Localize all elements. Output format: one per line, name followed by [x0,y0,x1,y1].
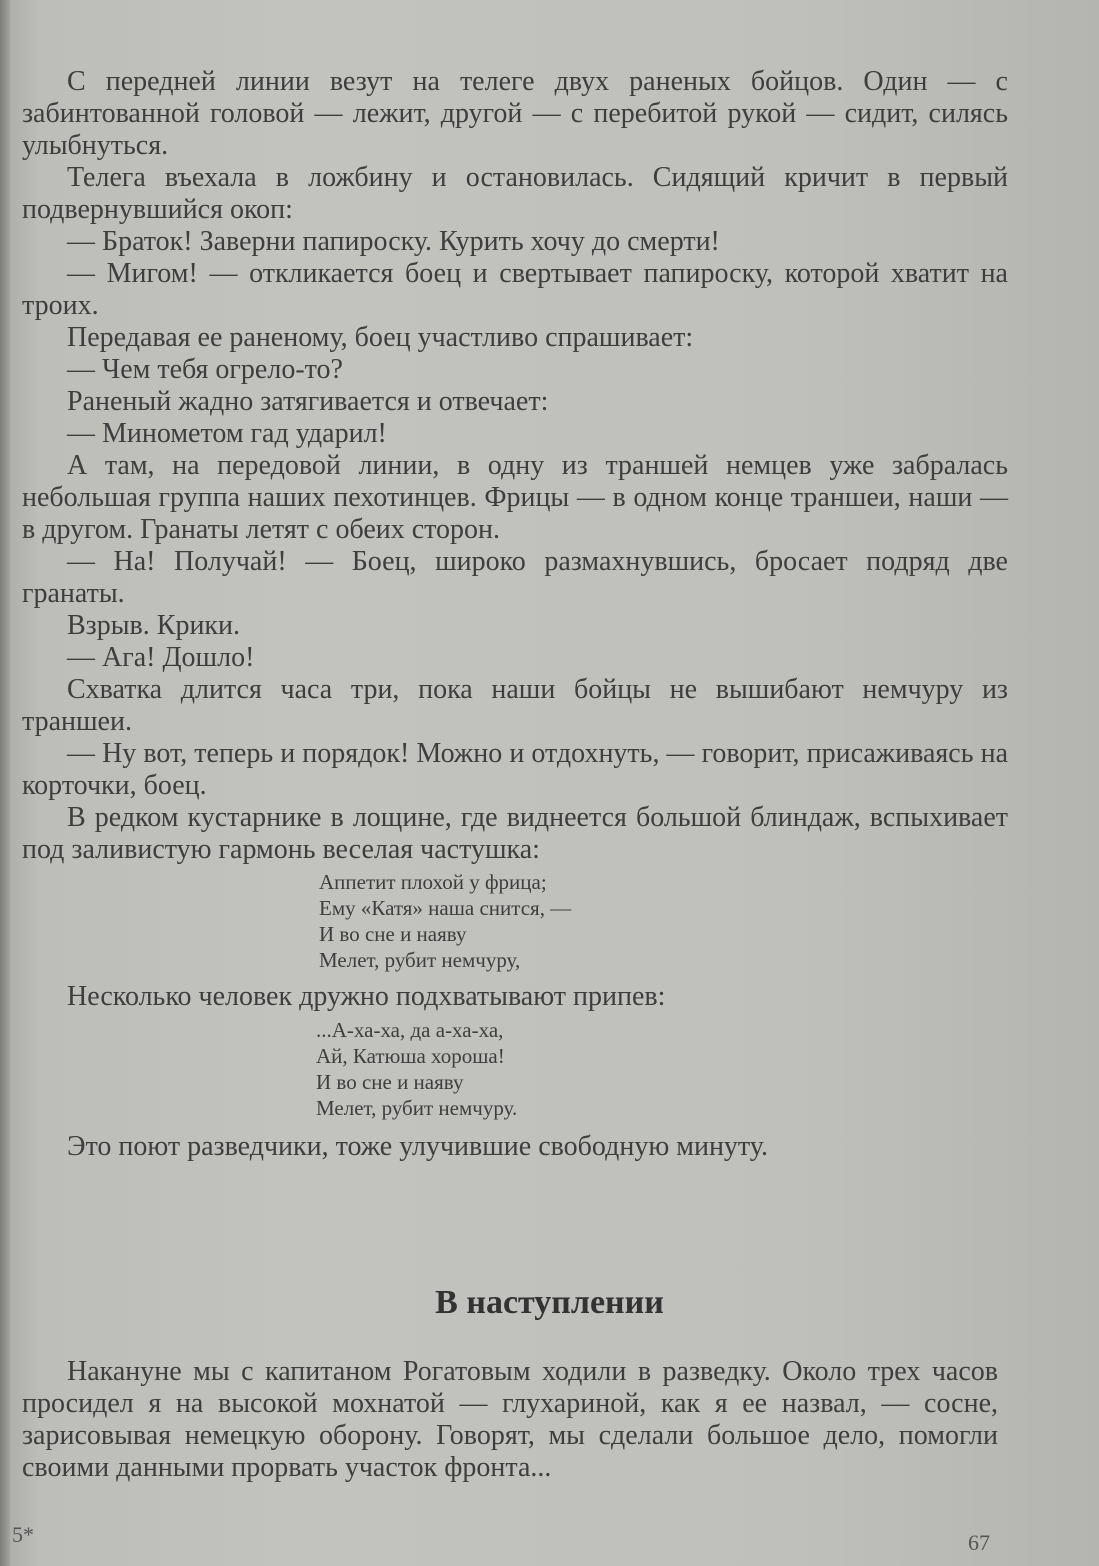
paragraph: Накануне мы с капитаном Рогатовым ходили в разведку. Около трех часов просидел я на высокой мохнатой — глухариной, как я ее назвал, — сосне, зарисовывая немецкую оборону. Говорят, мы сделали большое дело, помогли своими данными прорвать участок фронта... [22,1356,998,1483]
paragraph: — Мигом! — откликается боец и свертывает папироску, которой хватит на троих. [22,258,1008,321]
paragraph: Телега въехала в ложбину и остановилась. Сидящий кричит в первый подвернувшийся окоп: [22,162,1008,225]
paragraph: С передней линии везут на телеге двух раненых бойцов. Один — с забинтованной головой — лежит, другой — с перебитой рукой — сидит, силясь улыбнуться. [22,66,1008,161]
paragraph: Несколько человек дружно подхватывают припев: [67,981,666,1012]
paragraph: Схватка длится часа три, пока наши бойцы не вышибают немчуру из траншеи. [22,674,1008,737]
verse-line: Мелет, рубит немчуру, [319,948,521,972]
paragraph: — Минометом гад ударил! [67,418,387,449]
verse-line: И во сне и наяву [319,922,467,946]
page-number: 67 [968,1530,990,1555]
paragraph: Взрыв. Крики. [67,610,241,641]
paragraph: А там, на передовой линии, в одну из траншей немцев уже забралась небольшая группа наших пехотинцев. Фрицы — в одном конце траншеи, наши — в другом. Гранаты летят с обеих сторон. [22,450,1008,545]
signature-mark: 5* [12,1522,34,1547]
verse-line: Аппетит плохой у фрица; [319,870,547,894]
verse-line: И во сне и наяву [316,1070,464,1094]
paragraph: Это поют разведчики, тоже улучившие свободную минуту. [67,1131,768,1162]
section-text [22,1356,998,1484]
paragraph: — Ну вот, теперь и порядок! Можно и отдохнуть, — говорит, присаживаясь на корточки, боец. [22,738,1008,801]
paragraph: — Ага! Дошло! [67,642,255,673]
paragraph: В редком кустарнике в лощине, где виднеется большой блиндаж, вспыхивает под заливистую гармонь веселая частушка: [22,802,1008,865]
paragraph: — Браток! Заверни папироску. Курить хочу до смерти! [67,226,720,257]
verse-line: Ему «Катя» наша снится, — [319,896,572,920]
verse-block-1 [319,869,1008,973]
paragraph: — Чем тебя огрело-то? [67,354,343,385]
verse-line: Мелет, рубит немчуру. [316,1096,518,1120]
verse-line: ...А-ха-ха, да а-ха-ха, [316,1018,504,1042]
main-text [22,66,1008,1163]
page-binding-edge [0,0,10,1566]
verse-block-2 [316,1017,1008,1121]
verse-line: Ай, Катюша хороша! [316,1044,505,1068]
paragraph: — На! Получай! — Боец, широко размахнувшись, бросает подряд две гранаты. [22,546,1008,609]
section-heading: В наступлении [435,1284,664,1321]
paragraph: Раненый жадно затягивается и отвечает: [67,386,549,417]
paragraph: Передавая ее раненому, боец участливо спрашивает: [67,322,694,353]
